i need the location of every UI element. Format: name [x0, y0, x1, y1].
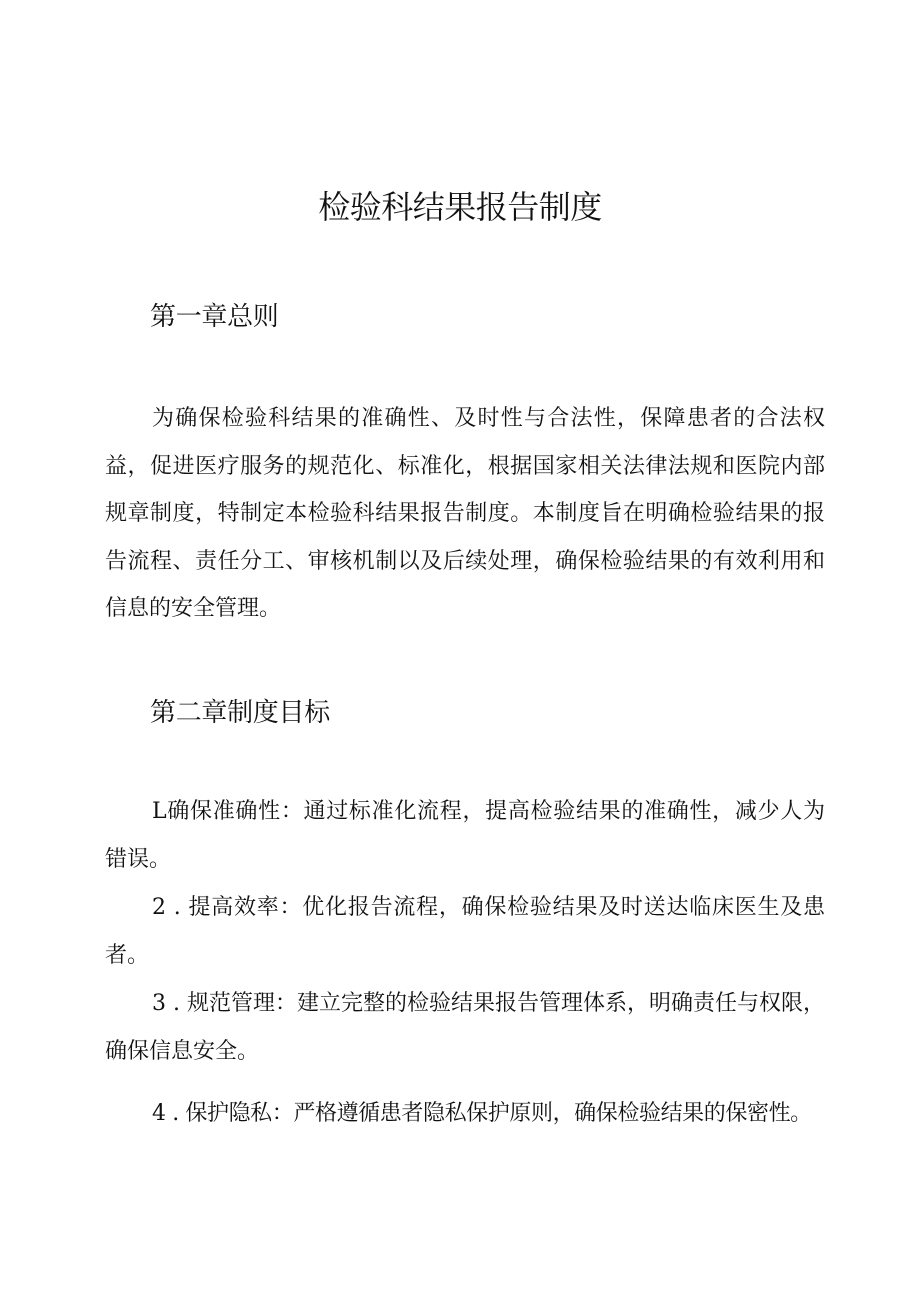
goal-item-efficiency: 2 . 提高效率：优化报告流程，确保检验结果及时送达临床医生及患者。	[105, 895, 825, 968]
goal-item-accuracy: L确保准确性：通过标准化流程，提高检验结果的准确性，减少人为错误。	[105, 799, 825, 872]
document-title: 检验科结果报告制度	[318, 188, 602, 226]
goal-item-privacy: 4 . 保护隐私：严格遵循患者隐私保护原则，确保检验结果的保密性。	[152, 1101, 812, 1126]
chapter-1-paragraph: 为确保检验科结果的准确性、及时性与合法性，保障患者的合法权益，促进医疗服务的规范化、标准化，根据国家相关法律法规和医院内部规章制度，特制定本检验科结果报告制度。本制度旨在明确检验结果的报告流程、责任分工、审核机制以及后续处理，确保检验结果的有效利用和信息的安全管理。	[105, 406, 825, 621]
goal-item-management: 3 . 规范管理：建立完整的检验结果报告管理体系，明确责任与权限，确保信息安全。	[105, 991, 825, 1064]
chapter-2-heading: 第二章制度目标	[150, 698, 330, 728]
chapter-1-heading: 第一章总则	[150, 302, 279, 332]
